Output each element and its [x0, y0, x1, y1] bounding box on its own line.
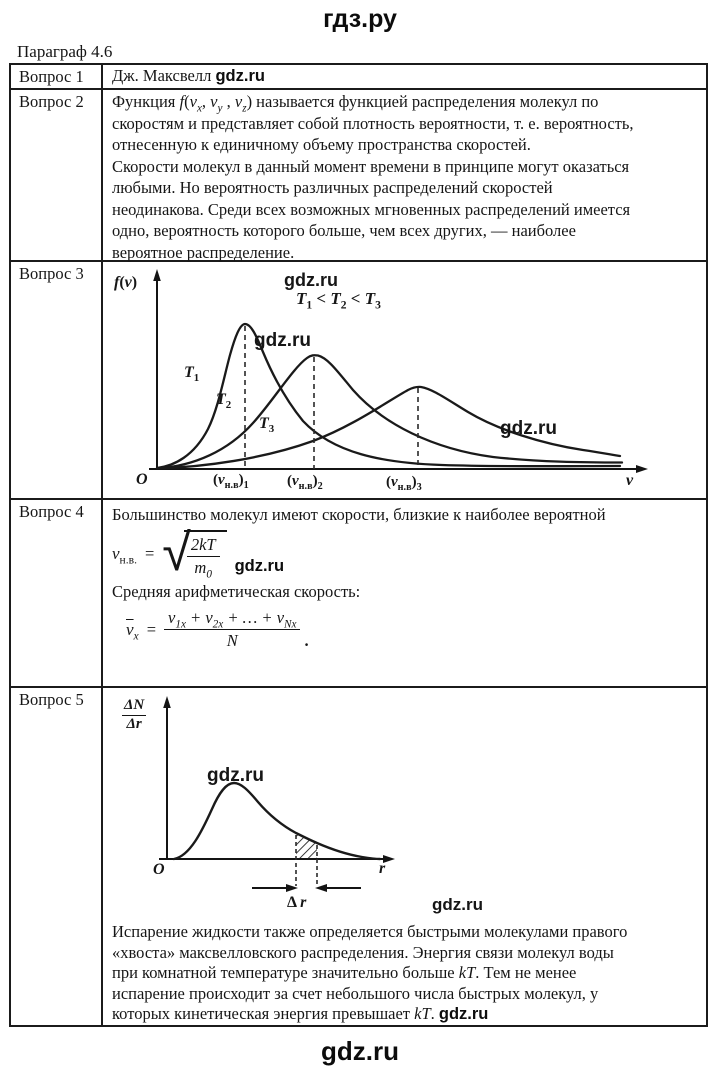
answer-cell: [103, 90, 706, 260]
evaporation-distribution-figure: [112, 689, 704, 922]
x-tick-most-probable-2: $(v_{н.в})_2$: [287, 473, 323, 493]
fraction-numerator: 2kT: [187, 535, 220, 557]
fraction: [164, 608, 300, 651]
table-row-question-2: [11, 88, 706, 260]
y-axis-label-fraction: [122, 697, 146, 733]
table-row-question-3: [11, 260, 706, 498]
x-tick-most-probable-1: $(v_{н.в})_1$: [213, 472, 249, 492]
formula-lhs: $\overline{v}_x$: [126, 619, 139, 643]
question-label: Вопрос 5: [11, 688, 103, 1025]
maxwell-distribution-figure: [112, 263, 704, 499]
delta-r-label: Δ r: [287, 894, 307, 912]
answer-paragraph: [112, 922, 704, 1025]
answer-cell: [103, 500, 706, 686]
answer-line: испарение происходит за счет небольшого числа быстрых молекул, у: [112, 983, 599, 1003]
footer-brand: gdz.ru: [321, 1036, 399, 1066]
square-root: [162, 522, 226, 583]
answer-text: Дж. Максвелл: [112, 66, 212, 85]
answer-line: Большинство молекул имеют скорости, близкие к наиболее вероятной: [112, 505, 606, 525]
answer-line: вероятное распределение.: [112, 242, 295, 262]
formula-lhs: $v_{н.в.}$: [112, 543, 137, 567]
answer-line: отнесенную к единичному объему пространства скоростей.: [112, 135, 531, 155]
radicand: [184, 530, 227, 581]
y-axis-arrow: [163, 696, 171, 708]
curve-label-t2: $T_2$: [216, 391, 232, 412]
answer-line: Функция $f(v_x$, $v_y$ , $v_z$) называется функцией распределения молекул по: [112, 92, 599, 115]
evaporation-figure-canvas: [112, 689, 704, 922]
answer-line: любыми. Но вероятность различных распределений скоростей: [112, 178, 553, 198]
watermark: gdz.ru: [432, 895, 483, 915]
question-label: Вопрос 1: [11, 65, 103, 88]
question-label: Вопрос 4: [11, 500, 103, 686]
question-label: Вопрос 2: [11, 90, 103, 260]
site-header-brand: гдз.ру: [323, 5, 397, 33]
answer-line: Средняя арифметическая скорость:: [112, 581, 361, 601]
table-row-question-1: [11, 65, 706, 88]
distribution-curve: [174, 783, 380, 859]
maxwell-figure-canvas: [112, 263, 704, 499]
x-axis-label: v: [626, 472, 634, 490]
watermark: gdz.ru: [215, 67, 265, 85]
answer-line: «хвоста» максвелловского распределения. Энергия связи молекул воды: [112, 942, 614, 962]
answer-cell: [103, 65, 706, 88]
answer-line: неодинакова. Среди всех возможных мгновенных распределений имеется: [112, 199, 631, 219]
answer-line: одно, вероятность которого больше, чем всех других, — наиболее: [112, 221, 576, 241]
table-row-question-5: [11, 686, 706, 1025]
curve-label-t3: $T_3$: [259, 415, 275, 436]
watermark: gdz.ru: [284, 270, 338, 291]
answer-line: при комнатной температуре значительно больше kT. Тем не менее: [112, 963, 577, 983]
curve-label-t1: $T_1$: [184, 364, 200, 385]
answer-line: скоростям и представляет собой плотность вероятности, т. е. вероятность,: [112, 113, 634, 133]
y-axis-label-numerator: ΔN: [122, 697, 146, 716]
fraction: [187, 534, 220, 581]
mean-speed-formula: [126, 608, 700, 651]
x-tick-most-probable-3: $(v_{н.в})_3$: [386, 474, 422, 494]
answer-line: Скорости молекул в данный момент времени в принципе могут оказаться: [112, 156, 630, 176]
origin-label: O: [153, 861, 165, 879]
answers-table: [9, 63, 708, 1027]
answer-line: Испарение жидкости также определяется быстрыми молекулами правого: [112, 922, 628, 942]
answer-cell: [103, 688, 710, 1025]
y-axis-label-denominator: Δr: [126, 716, 142, 733]
fraction-numerator: $v_{1x} + v_{2x}$ + … + $v_{Nx}$: [164, 608, 300, 630]
x-axis-arrow: [636, 465, 648, 473]
right-pointer-arrow: [315, 884, 327, 892]
x-axis-label: r: [379, 860, 386, 878]
fraction-denominator: N: [226, 631, 238, 651]
watermark: gdz.ru: [234, 556, 285, 575]
watermark: gdz.ru: [254, 330, 311, 352]
answer-cell: [103, 262, 710, 498]
radical-sign: √: [162, 522, 191, 583]
origin-label: O: [136, 471, 148, 489]
equals-sign: =: [144, 543, 155, 563]
y-axis-arrow: [153, 269, 161, 281]
y-axis-label: f(v): [114, 274, 138, 292]
temperature-inequality: $T_1 < T_2 < T_3$: [296, 289, 381, 312]
table-row-question-4: [11, 498, 706, 686]
answer-line: которых кинетическая энергия превышает kT. gdz.ru: [112, 1004, 489, 1024]
period: .: [304, 631, 309, 651]
paragraph-title: Параграф 4.6: [17, 42, 113, 61]
most-probable-speed-formula: [112, 522, 700, 583]
fraction-denominator: $m_0$: [194, 557, 212, 581]
equals-sign: =: [146, 619, 156, 639]
watermark: gdz.ru: [207, 765, 264, 787]
watermark: gdz.ru: [500, 418, 557, 440]
question-label: Вопрос 3: [11, 262, 103, 498]
